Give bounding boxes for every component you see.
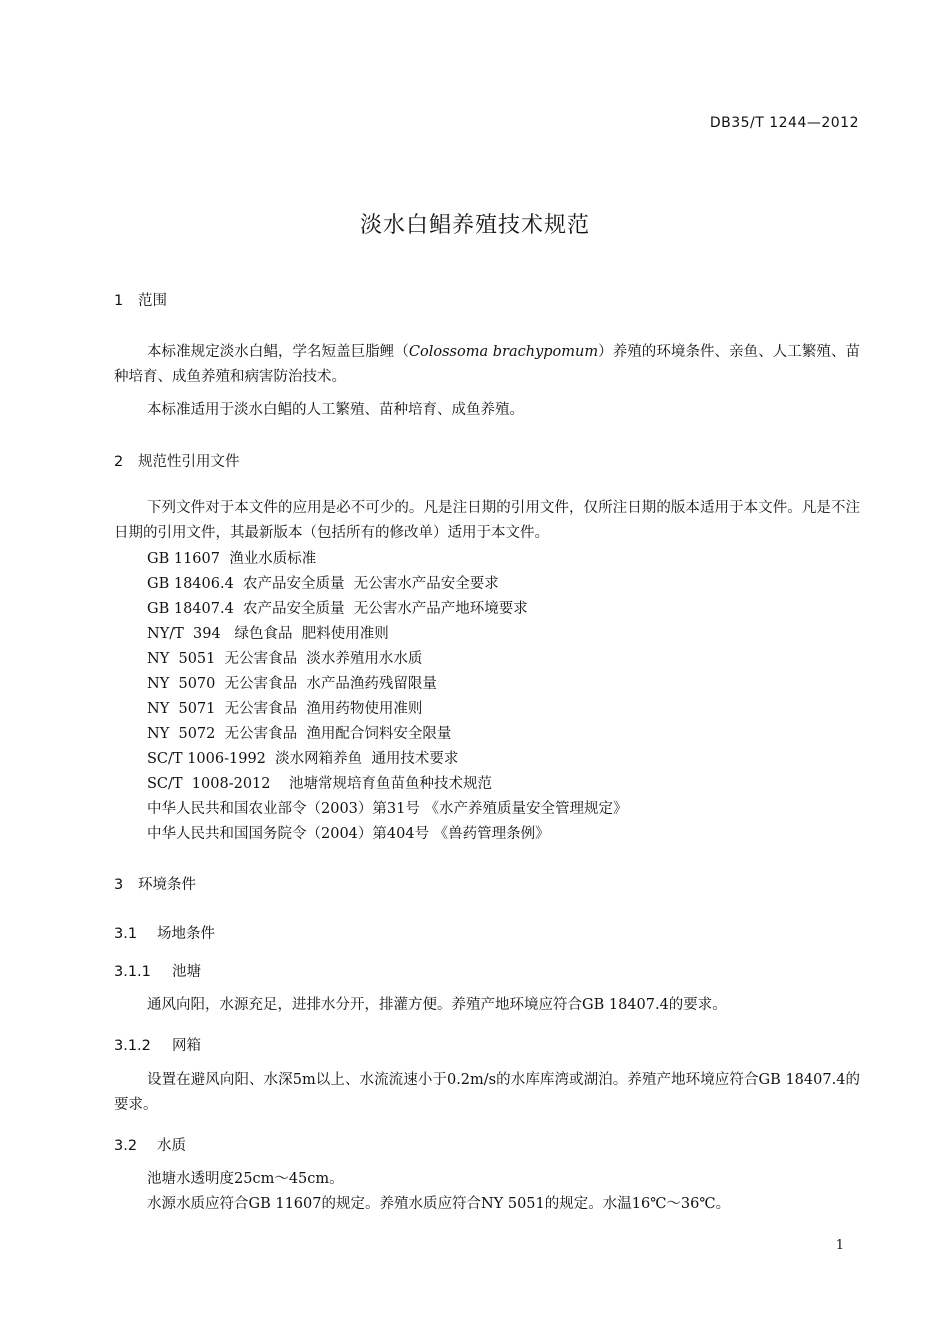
section-title: 池塘: [172, 964, 201, 980]
section-number: 3.1.2: [114, 1038, 151, 1054]
paragraph-text: 本标准规定淡水白鲳，学名短盖巨脂鲤（: [147, 344, 409, 360]
section-number: 3: [114, 877, 124, 893]
document-title: 淡水白鲳养殖技术规范: [359, 213, 590, 238]
reference-item: NY 5070 无公害食品 水产品渔药残留限量: [147, 676, 437, 692]
section-3-1-1-text: 通风向阳，水源充足，进排水分开，排灌方便。养殖产地环境应符合GB 18407.4的要求。: [147, 997, 727, 1013]
section-3-1-2-text: 设置在避风向阳、水深5m以上、水流流速小于0.2m/s的水库库湾或湖泊。养殖产地环境应符合GB 18407.4的要求。: [114, 1072, 860, 1113]
section-title: 环境条件: [138, 877, 196, 893]
reference-item: NY/T 394 绿色食品 肥料使用准则: [147, 626, 389, 642]
section-number: 3.1: [114, 926, 138, 942]
reference-item: SC/T 1008-2012 池塘常规培育鱼苗鱼种技术规范: [147, 776, 492, 792]
section-2-intro: 下列文件对于本文件的应用是必不可少的。凡是注日期的引用文件，仅所注日期的版本适用于本文件。凡是不注日期的引用文件，其最新版本（包括所有的修改单）适用于本文件。: [114, 500, 860, 541]
section-3-1-heading: [114, 922, 860, 943]
reference-item: 中华人民共和国国务院令（2004）第404号 《兽药管理条例》: [147, 826, 550, 842]
reference-item: 中华人民共和国农业部令（2003）第31号 《水产养殖质量安全管理规定》: [147, 801, 628, 817]
section-3-1-1-heading: [114, 960, 860, 981]
reference-item: NY 5051 无公害食品 淡水养殖用水水质: [147, 651, 423, 667]
section-2-heading: [114, 450, 860, 471]
section-1-paragraph-1: [114, 340, 860, 390]
section-number: 2: [114, 454, 124, 470]
section-number: 3.1.1: [114, 964, 151, 980]
page-number: 1: [835, 1238, 844, 1253]
section-title: 范围: [138, 293, 167, 309]
latin-name: Colossoma brachypomum: [408, 344, 599, 360]
section-title: 场地条件: [157, 926, 215, 942]
section-3-2-paragraph-1: 池塘水透明度25cm～45cm。: [147, 1171, 344, 1187]
section-1-paragraph-2: 本标准适用于淡水白鲳的人工繁殖、苗种培育、成鱼养殖。: [147, 402, 524, 418]
section-3-2-heading: [114, 1134, 860, 1155]
section-title: 网箱: [172, 1038, 201, 1054]
reference-item: SC/T 1006-1992 淡水网箱养鱼 通用技术要求: [147, 751, 459, 767]
section-title: 规范性引用文件: [138, 454, 240, 470]
reference-item: GB 11607 渔业水质标准: [147, 551, 317, 567]
reference-item: NY 5072 无公害食品 渔用配合饲料安全限量: [147, 726, 452, 742]
section-title: 水质: [157, 1138, 186, 1154]
section-3-1-2-heading: [114, 1034, 860, 1055]
standard-code: DB35/T 1244—2012: [709, 115, 859, 131]
section-3-2-paragraph-2: 水源水质应符合GB 11607的规定。养殖水质应符合NY 5051的规定。水温16℃～36℃。: [147, 1196, 731, 1212]
reference-item: GB 18407.4 农产品安全质量 无公害水产品产地环境要求: [147, 601, 528, 617]
reference-item: NY 5071 无公害食品 渔用药物使用准则: [147, 701, 423, 717]
section-number: 1: [114, 293, 124, 309]
reference-item: GB 18406.4 农产品安全质量 无公害水产品安全要求: [147, 576, 499, 592]
section-1-heading: [114, 289, 860, 310]
paragraph-text: ）养殖的环境条件、亲鱼、人工繁殖、苗种培育、成鱼养殖和病害防治技术。: [114, 344, 860, 385]
section-number: 3.2: [114, 1138, 138, 1154]
section-3-heading: [114, 873, 860, 894]
